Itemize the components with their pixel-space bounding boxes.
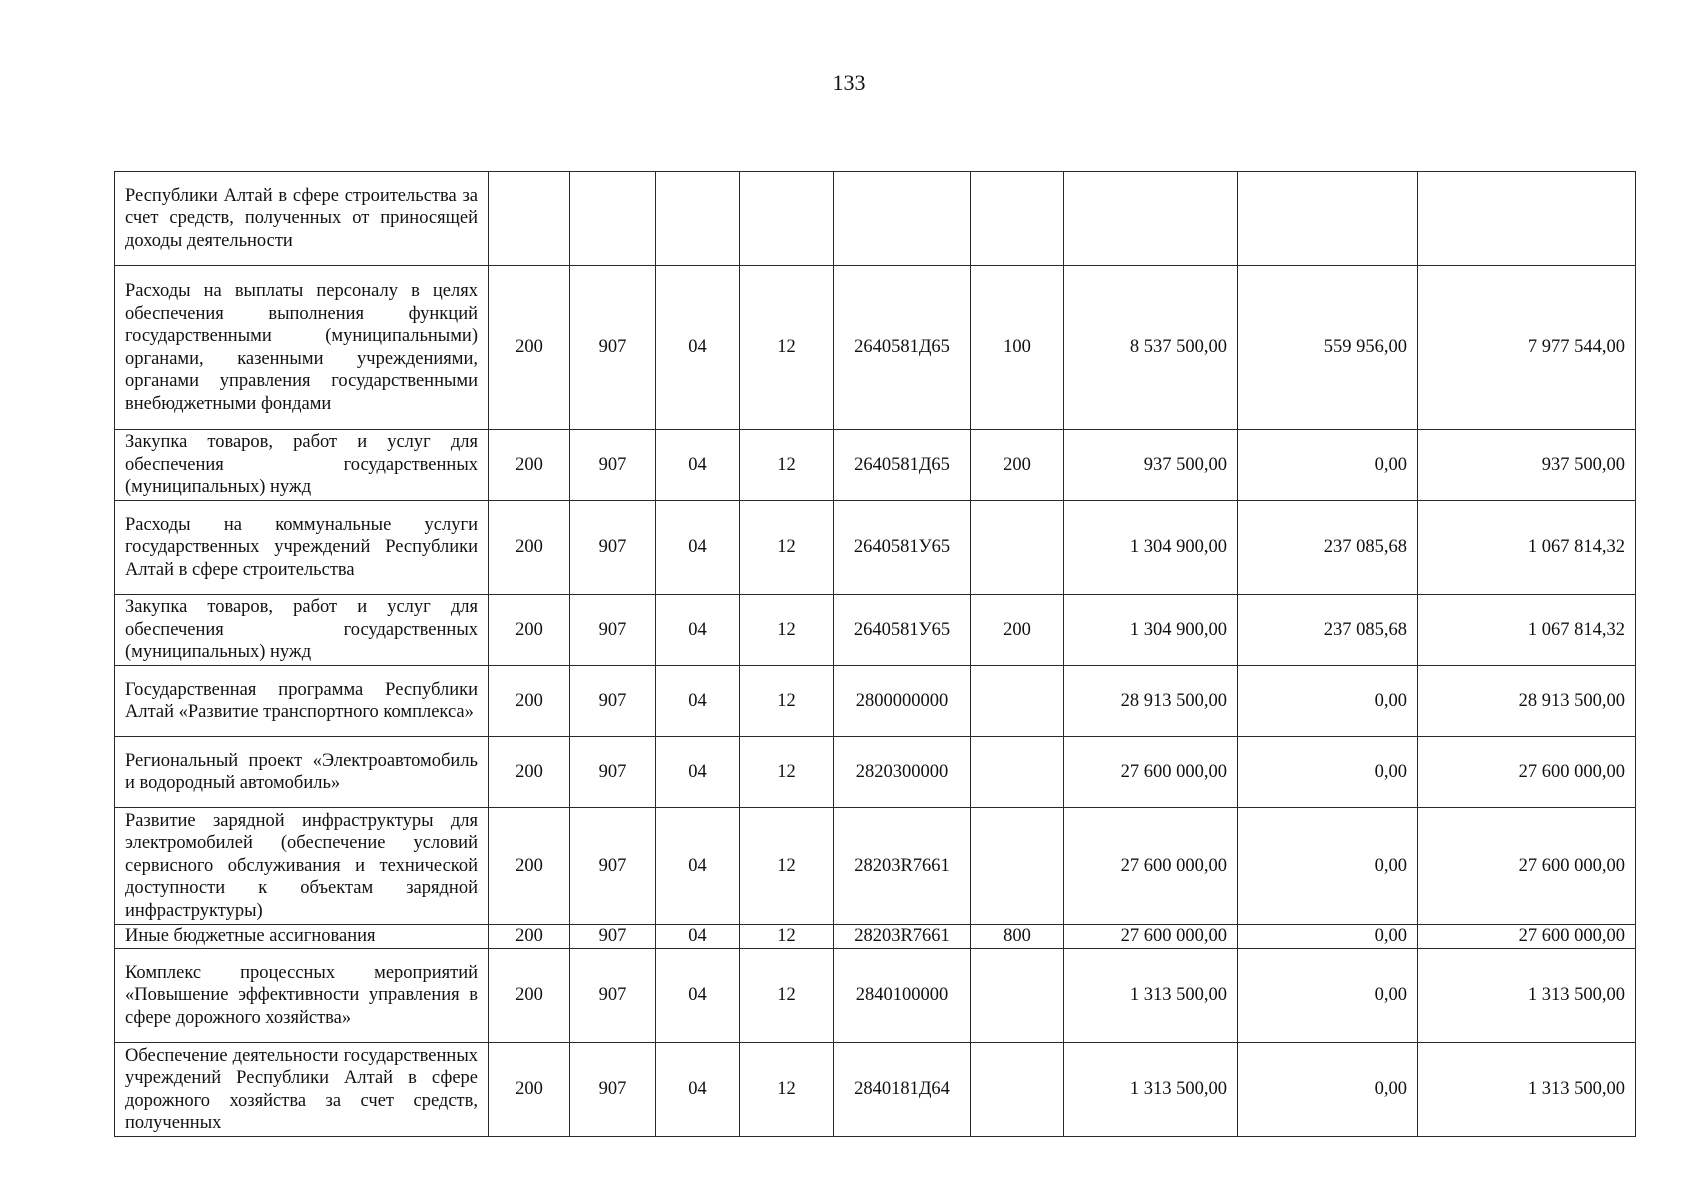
cell-done <box>1238 172 1418 266</box>
cell-expense-type <box>971 808 1064 925</box>
cell-col4: 12 <box>740 737 834 808</box>
cell-col3: 04 <box>656 266 740 430</box>
cell-col2: 907 <box>570 430 656 501</box>
cell-col4: 12 <box>740 1043 834 1137</box>
cell-expense-type: 800 <box>971 925 1064 949</box>
cell-plan: 1 304 900,00 <box>1064 595 1238 666</box>
cell-expense-type <box>971 501 1064 595</box>
cell-col1: 200 <box>489 501 570 595</box>
cell-col4: 12 <box>740 808 834 925</box>
cell-rest: 937 500,00 <box>1418 430 1636 501</box>
cell-col2: 907 <box>570 501 656 595</box>
cell-rest: 7 977 544,00 <box>1418 266 1636 430</box>
cell-target-code <box>834 172 971 266</box>
cell-col4: 12 <box>740 430 834 501</box>
cell-col1: 200 <box>489 737 570 808</box>
cell-col2: 907 <box>570 808 656 925</box>
cell-rest: 27 600 000,00 <box>1418 925 1636 949</box>
cell-col2: 907 <box>570 925 656 949</box>
cell-target-code: 28203R7661 <box>834 925 971 949</box>
table-row <box>115 172 1636 266</box>
cell-expense-type: 100 <box>971 266 1064 430</box>
table-row <box>115 1043 1636 1137</box>
cell-col1: 200 <box>489 925 570 949</box>
cell-plan: 1 313 500,00 <box>1064 1043 1238 1137</box>
cell-col1: 200 <box>489 949 570 1043</box>
cell-expense-type <box>971 737 1064 808</box>
cell-col4: 12 <box>740 595 834 666</box>
cell-col1: 200 <box>489 1043 570 1137</box>
cell-plan: 1 304 900,00 <box>1064 501 1238 595</box>
cell-col2: 907 <box>570 1043 656 1137</box>
cell-col1: 200 <box>489 595 570 666</box>
cell-col1 <box>489 172 570 266</box>
cell-target-code: 2840181Д64 <box>834 1043 971 1137</box>
cell-col1: 200 <box>489 808 570 925</box>
cell-col1: 200 <box>489 666 570 737</box>
cell-done: 0,00 <box>1238 808 1418 925</box>
cell-col2: 907 <box>570 949 656 1043</box>
cell-expense-type: 200 <box>971 595 1064 666</box>
cell-col4: 12 <box>740 666 834 737</box>
row-description: Республики Алтай в сфере строительства за счет средств, полученных от приносящей доходы деятельности <box>115 172 489 266</box>
cell-col2 <box>570 172 656 266</box>
cell-target-code: 2820300000 <box>834 737 971 808</box>
cell-col3: 04 <box>656 666 740 737</box>
cell-plan: 8 537 500,00 <box>1064 266 1238 430</box>
cell-plan <box>1064 172 1238 266</box>
cell-col4 <box>740 172 834 266</box>
cell-col1: 200 <box>489 430 570 501</box>
row-description: Закупка товаров, работ и услуг для обеспечения государственных (муниципальных) нужд <box>115 430 489 501</box>
page-number: 133 <box>832 70 866 95</box>
row-description: Расходы на выплаты персоналу в целях обеспечения выполнения функций государственными (муниципальными) органами, казенными учреждениями, органами управления государственными внебюджетными фондами <box>115 266 489 430</box>
table-row <box>115 430 1636 501</box>
cell-col3: 04 <box>656 501 740 595</box>
cell-target-code: 2640581Д65 <box>834 430 971 501</box>
cell-done: 0,00 <box>1238 949 1418 1043</box>
row-description: Развитие зарядной инфраструктуры для электромобилей (обеспечение условий сервисного обслуживания и технической доступности к объектам зарядной инфраструктуры) <box>115 808 489 925</box>
cell-rest: 1 313 500,00 <box>1418 949 1636 1043</box>
cell-expense-type <box>971 949 1064 1043</box>
table-row <box>115 808 1636 925</box>
row-description: Государственная программа Республики Алтай «Развитие транспортного комплекса» <box>115 666 489 737</box>
cell-col4: 12 <box>740 266 834 430</box>
cell-col4: 12 <box>740 501 834 595</box>
cell-expense-type <box>971 666 1064 737</box>
cell-target-code: 2640581У65 <box>834 501 971 595</box>
cell-col4: 12 <box>740 949 834 1043</box>
cell-col3: 04 <box>656 1043 740 1137</box>
cell-rest: 1 313 500,00 <box>1418 1043 1636 1137</box>
cell-col3: 04 <box>656 737 740 808</box>
cell-expense-type <box>971 172 1064 266</box>
row-description: Иные бюджетные ассигнования <box>115 925 489 949</box>
cell-col1: 200 <box>489 266 570 430</box>
cell-rest: 1 067 814,32 <box>1418 501 1636 595</box>
cell-rest: 1 067 814,32 <box>1418 595 1636 666</box>
table-row <box>115 595 1636 666</box>
table-row <box>115 949 1636 1043</box>
cell-plan: 1 313 500,00 <box>1064 949 1238 1043</box>
cell-target-code: 28203R7661 <box>834 808 971 925</box>
cell-target-code: 2800000000 <box>834 666 971 737</box>
table-row <box>115 666 1636 737</box>
table-row <box>115 501 1636 595</box>
cell-target-code: 2640581Д65 <box>834 266 971 430</box>
cell-col3 <box>656 172 740 266</box>
cell-expense-type: 200 <box>971 430 1064 501</box>
row-description: Закупка товаров, работ и услуг для обеспечения государственных (муниципальных) нужд <box>115 595 489 666</box>
cell-col2: 907 <box>570 595 656 666</box>
cell-col3: 04 <box>656 808 740 925</box>
cell-expense-type <box>971 1043 1064 1137</box>
table-row <box>115 925 1636 949</box>
cell-col3: 04 <box>656 925 740 949</box>
cell-plan: 27 600 000,00 <box>1064 808 1238 925</box>
cell-col3: 04 <box>656 430 740 501</box>
cell-rest: 28 913 500,00 <box>1418 666 1636 737</box>
budget-table <box>114 171 1636 1137</box>
cell-done: 0,00 <box>1238 1043 1418 1137</box>
cell-col4: 12 <box>740 925 834 949</box>
cell-done: 237 085,68 <box>1238 501 1418 595</box>
cell-done: 0,00 <box>1238 737 1418 808</box>
cell-done: 0,00 <box>1238 666 1418 737</box>
cell-col3: 04 <box>656 595 740 666</box>
cell-target-code: 2640581У65 <box>834 595 971 666</box>
cell-done: 237 085,68 <box>1238 595 1418 666</box>
cell-rest: 27 600 000,00 <box>1418 808 1636 925</box>
table-row <box>115 266 1636 430</box>
cell-plan: 937 500,00 <box>1064 430 1238 501</box>
cell-col2: 907 <box>570 266 656 430</box>
cell-rest: 27 600 000,00 <box>1418 737 1636 808</box>
cell-col2: 907 <box>570 666 656 737</box>
row-description: Комплекс процессных мероприятий «Повышение эффективности управления в сфере дорожного хозяйства» <box>115 949 489 1043</box>
cell-target-code: 2840100000 <box>834 949 971 1043</box>
cell-plan: 27 600 000,00 <box>1064 737 1238 808</box>
cell-done: 559 956,00 <box>1238 266 1418 430</box>
cell-done: 0,00 <box>1238 925 1418 949</box>
cell-done: 0,00 <box>1238 430 1418 501</box>
row-description: Расходы на коммунальные услуги государственных учреждений Республики Алтай в сфере строительства <box>115 501 489 595</box>
cell-rest <box>1418 172 1636 266</box>
cell-col3: 04 <box>656 949 740 1043</box>
cell-col2: 907 <box>570 737 656 808</box>
table-row <box>115 737 1636 808</box>
row-description: Обеспечение деятельности государственных учреждений Республики Алтай в сфере дорожного хозяйства за счет средств, полученных <box>115 1043 489 1137</box>
cell-plan: 28 913 500,00 <box>1064 666 1238 737</box>
cell-plan: 27 600 000,00 <box>1064 925 1238 949</box>
row-description: Региональный проект «Электроавтомобиль и водородный автомобиль» <box>115 737 489 808</box>
